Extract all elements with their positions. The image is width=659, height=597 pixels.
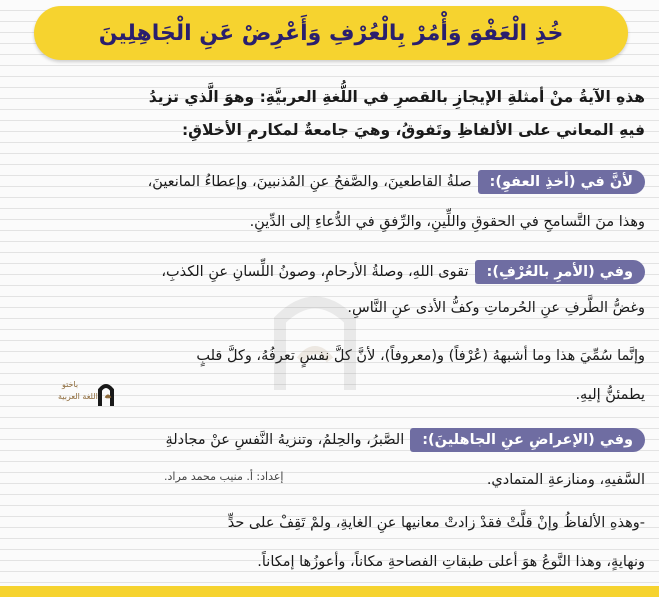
section-3-line-1 bbox=[165, 428, 645, 452]
section-2-text-1: تقوى اللهِ، وصلةُ الأرحامِ، وصونُ اللِّسانِ عنِ الكذبِ، bbox=[161, 264, 469, 280]
verse-title: خُذِ الْعَفْوَ وَأْمُرْ بِالْعُرْفِ وَأَعْرِضْ عَنِ الْجَاهِلِينَ bbox=[98, 20, 564, 46]
watermark-icon bbox=[220, 280, 410, 420]
watermark-logo bbox=[220, 280, 410, 420]
intro-line-1: هذهِ الآيةُ منْ أمثلةِ الإيجازِ بالقصرِ في اللُّغةِ العربيَّةِ: وهوَ الَّذي تزيدُ bbox=[148, 88, 645, 106]
section-2-line-4: يطمئنُّ إليهِ. bbox=[575, 387, 645, 403]
logo-text-line-1: باختو bbox=[62, 380, 79, 389]
closing-line-2: ونهايةٍ، وهذا النَّوعُ هوَ أعلى طبقاتِ الفصاحةِ مكاناً، وأعوزُها إمكاناً. bbox=[257, 554, 645, 570]
section-3-line-2: السَّفيهِ، ومنازعةِ المتمادي. bbox=[486, 472, 645, 488]
intro-line-2: فيهِ المعاني على الألفاظِ وتَفوقُ، وهيَ جامعةٌ لمكارمِ الأخلاقِ: bbox=[181, 121, 645, 139]
section-2-line-2: وغضُّ الطَّرفِ عنِ الحُرماتِ وكفُّ الأذى عنِ النَّاسِ. bbox=[347, 300, 645, 316]
site-logo bbox=[58, 376, 124, 416]
closing-line-1: -وهذهِ الألفاظُ وإنْ قلَّتْ فقدْ زادتْ معانيها عنِ الغايةِ، ولمْ تَقِفْ على حدٍّ bbox=[227, 515, 645, 531]
bottom-yellow-bar bbox=[0, 586, 659, 597]
logo-text-line-2: اللغة العربية bbox=[58, 392, 98, 401]
section-label-forgiveness: لأنَّ في (أخذِ العفوِ): bbox=[478, 170, 645, 194]
section-label-turning-away: وفي (الإعراضِ عنِ الجاهلينَ): bbox=[410, 428, 645, 452]
author-credit: إعداد: أ. منيب محمد مراد. bbox=[164, 470, 284, 483]
section-1-text-1: صلةُ القاطعينَ، والصَّفحُ عنِ المُذنبينَ، وإعطاءُ المانعينَ، bbox=[147, 174, 472, 190]
title-banner bbox=[34, 6, 628, 60]
section-3-text-1: الصَّبرُ، والحِلمُ، وتنزيهُ النَّفسِ عنْ مجادلةِ bbox=[165, 432, 405, 448]
section-label-enjoining: وفي (الأمرِ بالعُرْفِ): bbox=[475, 260, 645, 284]
section-1-line-2: وهذا منَ التَّسامحِ في الحقوقِ واللِّينِ، والرِّفقِ في الدُّعاءِ إلى الدِّينِ. bbox=[249, 214, 645, 230]
section-2-line-3: وإنَّما سُمِّيَ هذا وما أشبههُ (عُرْفاً) و(معروفاً)، لأنَّ كلَّ نفسٍ تعرفُهُ، وكلَّ قلبٍ bbox=[196, 348, 645, 364]
section-1-line-1 bbox=[148, 170, 645, 194]
